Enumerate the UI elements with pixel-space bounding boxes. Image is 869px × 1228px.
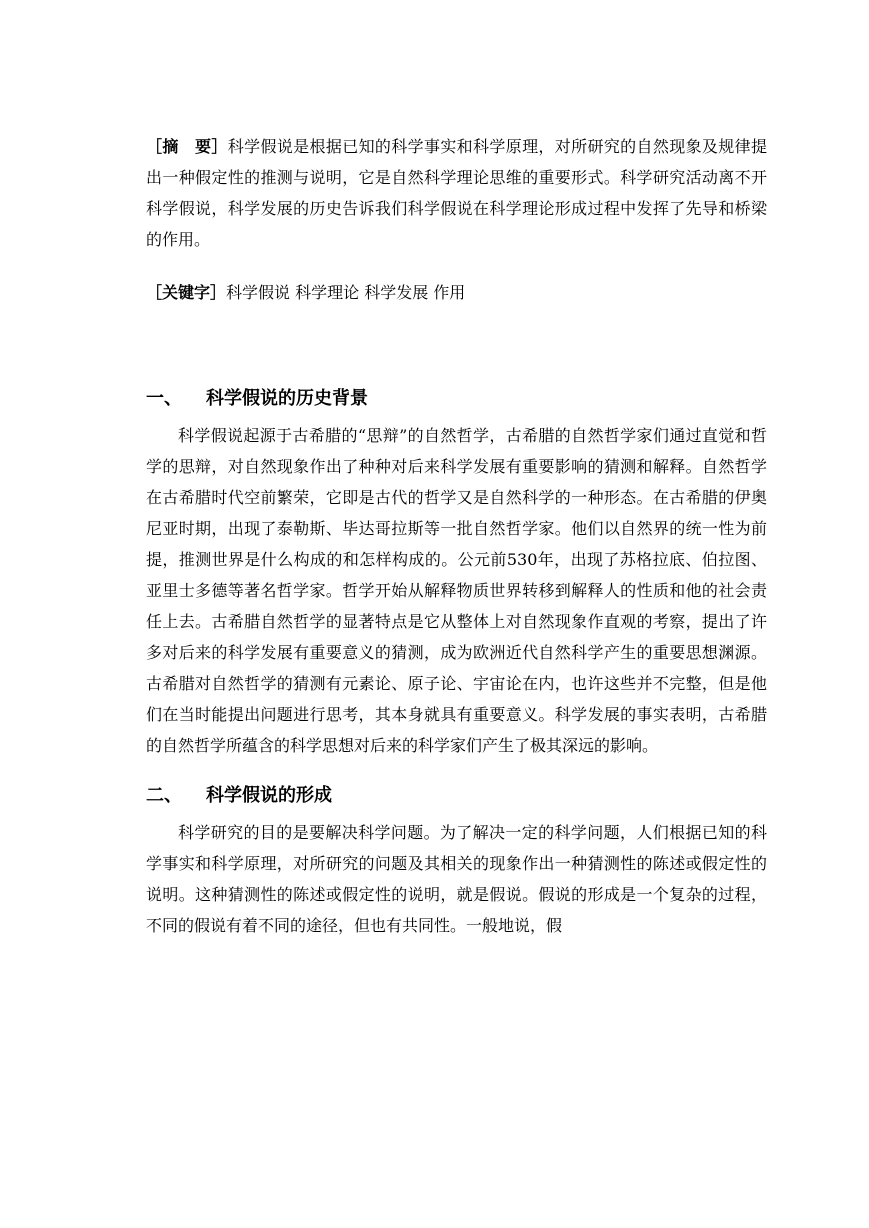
section-title-2: 科学假说的形成 — [206, 785, 332, 806]
document-page — [146, 131, 767, 941]
keywords-label: ［关键字］ — [146, 283, 227, 302]
section-number-2: 二、 — [146, 785, 182, 806]
abstract-paragraph — [146, 131, 767, 255]
section-title-1: 科学假说的历史背景 — [206, 388, 368, 409]
section-body-1: 科学假说起源于古希腊的“思辩”的自然哲学，古希腊的自然哲学家们通过直觉和哲学的思辩，对自然现象作出了种种对后来科学发展有重要影响的猜测和解释。自然哲学在古希腊时代空前繁荣，它即是古代的哲学又是自然科学的一种形态。在古希腊的伊奥尼亚时期，出现了泰勒斯、毕达哥拉斯等一批自然哲学家。他们以自然界的统一性为前提，推测世界是什么构成的和怎样构成的。公元前530年，出现了苏格拉底、伯拉图、亚里士多德等著名哲学家。哲学开始从解释物质世界转移到解释人的性质和他的社会责任上去。古希腊自然哲学的显著特点是它从整体上对自然现象作直观的考察，提出了许多对后来的科学发展有重要意义的猜测，成为欧洲近代自然科学产生的重要思想渊源。古希腊对自然哲学的猜测有元素论、原子论、宇宙论在内，也许这些并不完整，但是他们在当时能提出问题进行思考，其本身就具有重要意义。科学发展的事实表明，古希腊的自然哲学所蕴含的科学思想对后来的科学家们产生了极其深远的影响。 — [146, 426, 767, 755]
section-body-2: 科学研究的目的是要解决科学问题。为了解决一定的科学问题，人们根据已知的科学事实和科学原理，对所研究的问题及其相关的现象作出一种猜测性的陈述或假定性的说明。这种猜测性的陈述或假定性的说明，就是假说。假说的形成是一个复杂的过程，不同的假说有着不同的途径，但也有共同性。一般地说，假 — [146, 823, 767, 935]
section-number-1: 一、 — [146, 388, 182, 409]
section-heading-2 — [146, 779, 767, 813]
section-heading-1 — [146, 382, 767, 416]
keywords-paragraph — [146, 277, 767, 308]
keywords-text: 科学假说 科学理论 科学发展 作用 — [226, 283, 466, 302]
abstract-label: ［摘 要］ — [146, 137, 228, 156]
abstract-text: 科学假说是根据已知的科学事实和科学原理，对所研究的自然现象及规律提出一种假定性的推测与说明，它是自然科学理论思维的重要形式。科学研究活动离不开科学假说，科学发展的历史告诉我们科学假说在科学理论形成过程中发挥了先导和桥梁的作用。 — [146, 137, 767, 249]
